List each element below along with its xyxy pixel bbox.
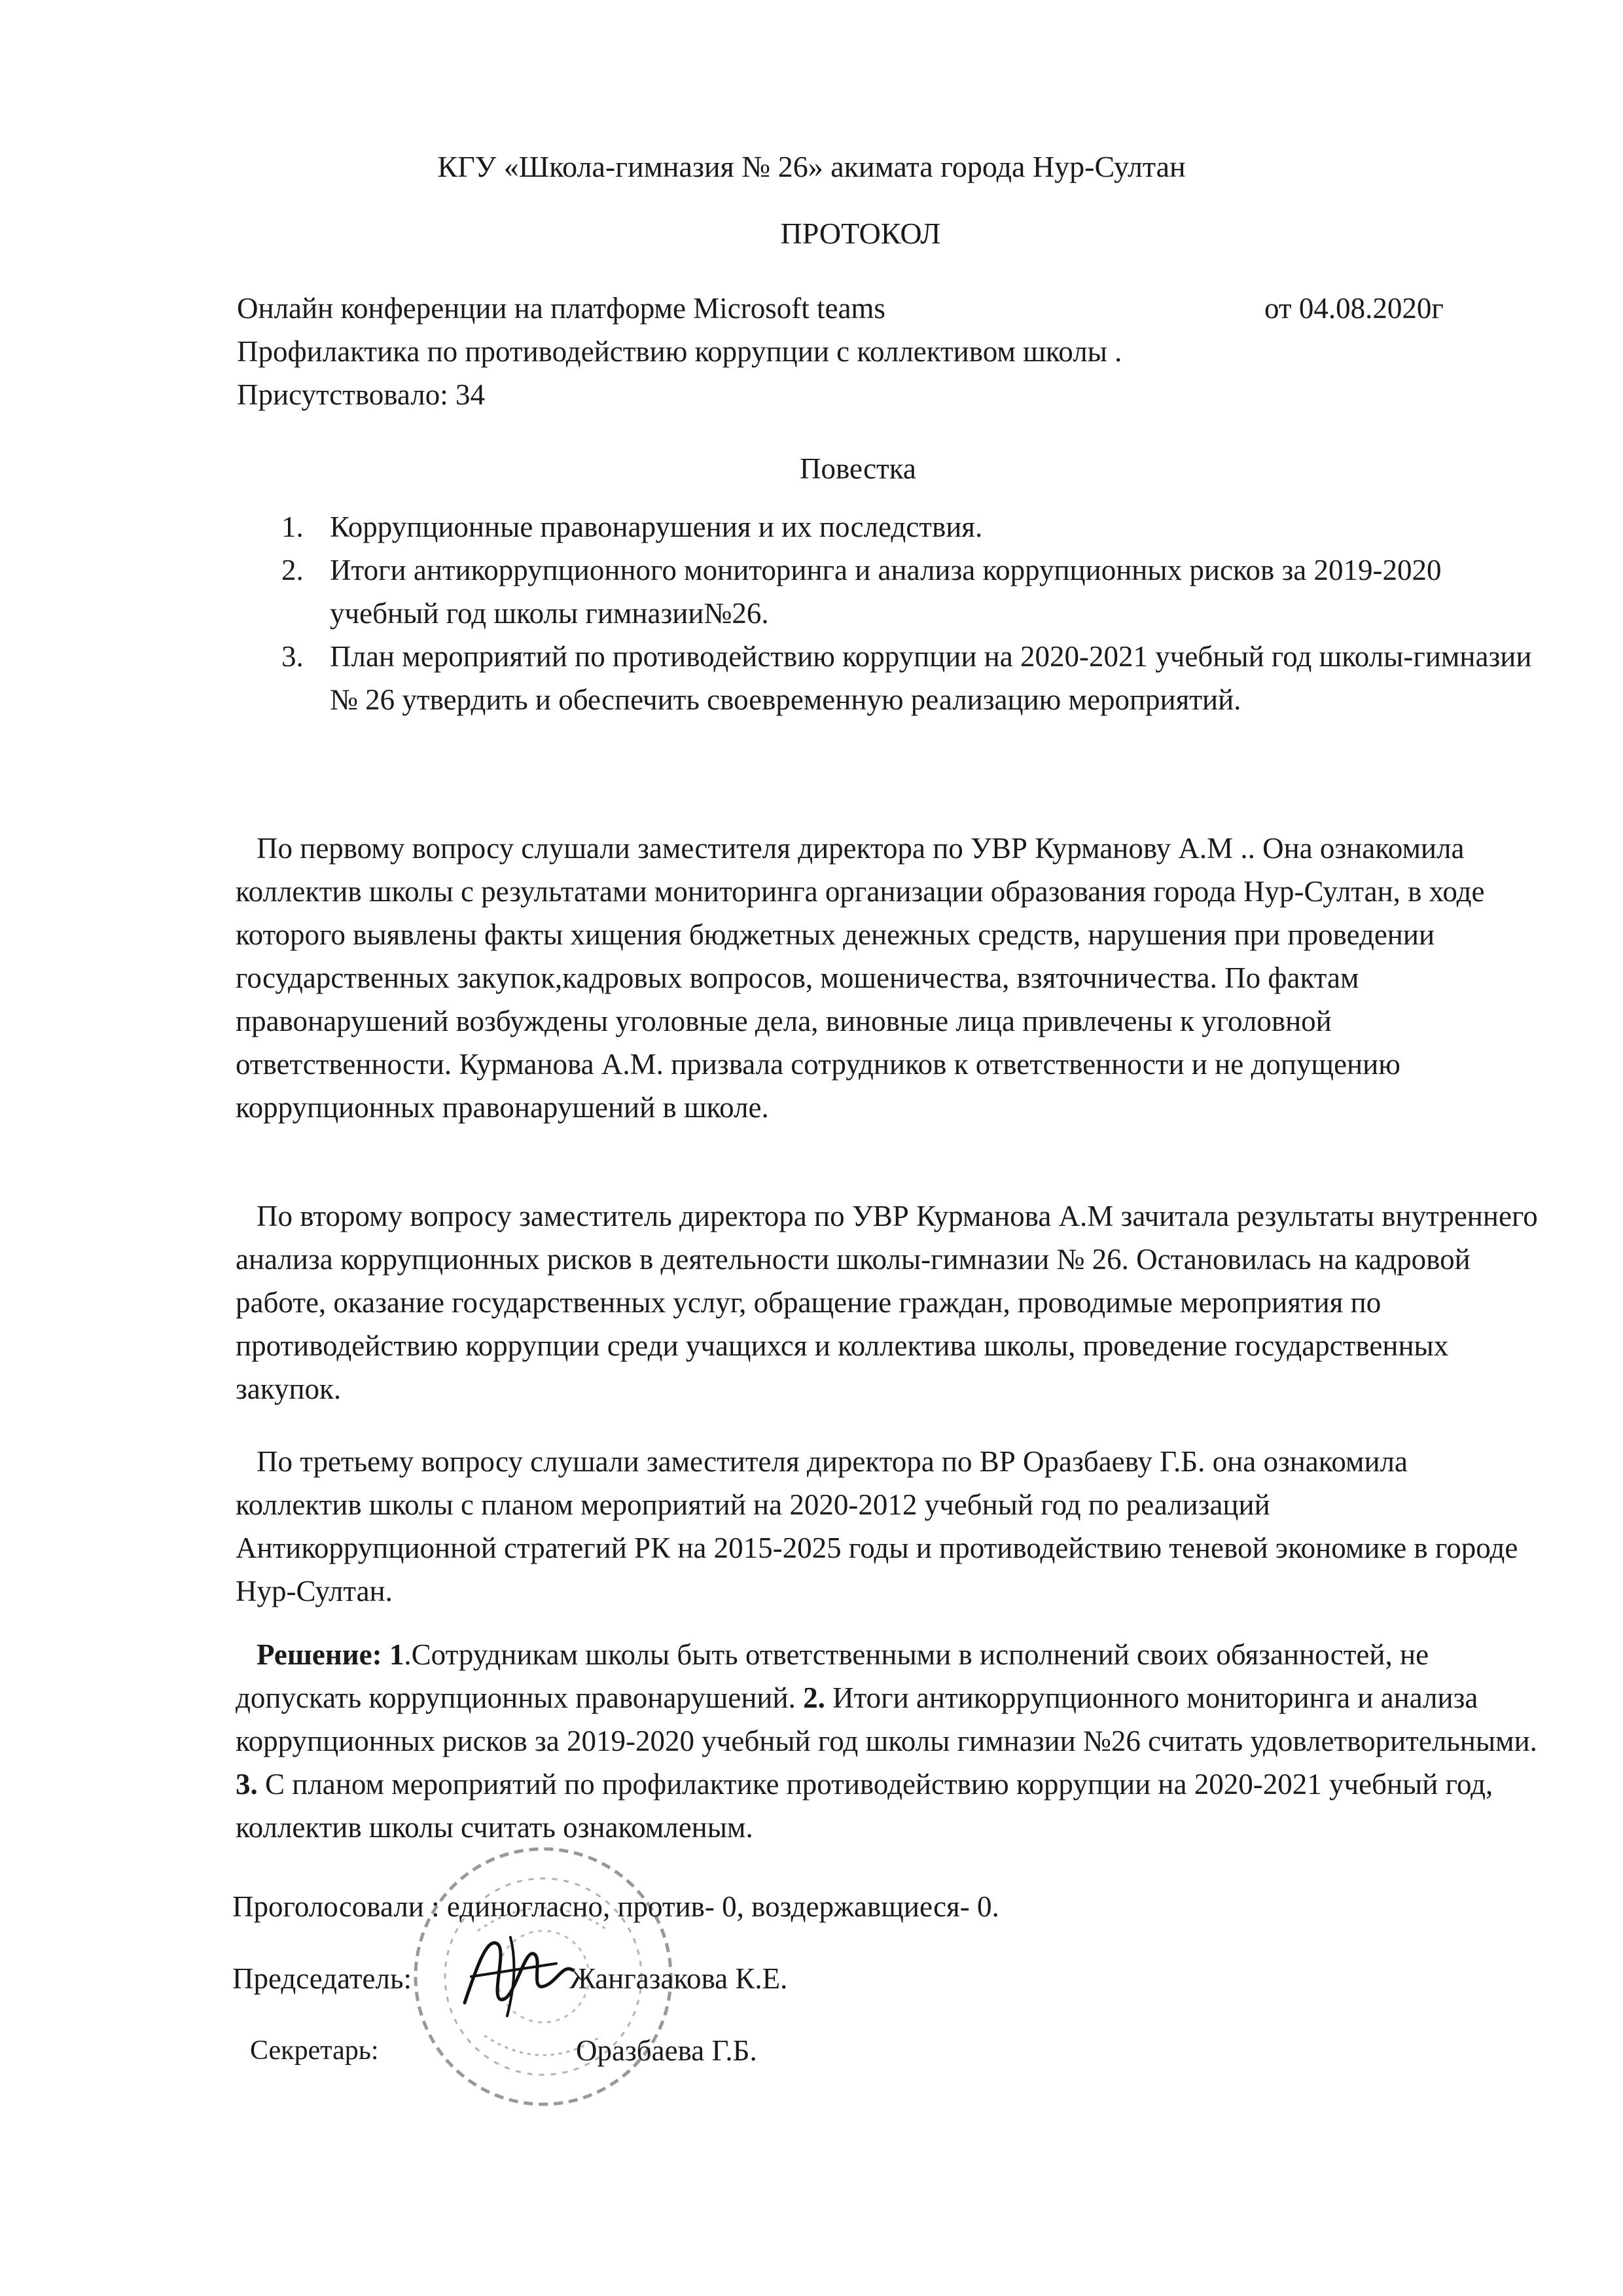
agenda-item-number: 3.	[281, 640, 304, 673]
agenda-item-text: План мероприятий по противодействию коррупции на 2020-2021 учебный год школы-гимназии № 26 утвердить и обеспечить своевременную реализацию мероприятий.	[330, 640, 1532, 716]
meeting-platform: Онлайн конференции на платформе Microsoft teams	[237, 292, 885, 325]
decision-text-1: .Сотрудникам школы быть ответственными в исполнений своих обязанностей, не допускать коррупционных правонарушений.	[236, 1638, 1429, 1714]
agenda-item	[275, 548, 1544, 635]
meeting-attendance: Присутствовало: 34	[237, 378, 485, 411]
meeting-info	[237, 287, 1122, 416]
organization-heading: КГУ «Школа-гимназия № 26» акимата города Нур-Султан	[437, 150, 1186, 183]
first-question-paragraph: По первому вопросу слушали заместителя директора по УВР Курманову А.М .. Она ознакомила коллектив школы с результатами мониторинга организации образования города Нур-Султан, в ходе которого выявлены факты хищения бюджетных денежных средств, нарушения при проведении государственных закупок,кадровых вопросов, мошеничества, взяточничества. По фактам правонарушений возбуждены уголовные дела, виновные лица привлечены к уголовной ответственности. Курманова А.М. призвала сотрудников к ответственности и не допущению коррупционных правонарушений в школе.	[236, 832, 1485, 1124]
agenda-title: Повестка	[800, 452, 916, 485]
decision-number-3: 3.	[236, 1768, 258, 1801]
agenda-item-number: 1.	[281, 511, 304, 543]
chairman-label: Председатель:	[232, 1962, 412, 1995]
agenda-item	[275, 635, 1544, 721]
decision-number-2: 2.	[803, 1681, 825, 1714]
agenda-item-number: 2.	[281, 554, 304, 586]
agenda-list	[275, 505, 1544, 721]
agenda-item	[275, 505, 1544, 548]
decision-label: Решение:	[257, 1638, 382, 1671]
chairman-name: Жангазакова К.Е.	[569, 1962, 788, 1995]
decision-paragraph	[236, 1633, 1538, 1849]
decision-number-1: 1	[389, 1638, 404, 1671]
agenda-item-text: Итоги антикоррупционного мониторинга и анализа коррупционных рисков за 2019-2020 учебный год школы гимназии№26.	[330, 554, 1442, 630]
meeting-topic: Профилактика по противодействию коррупции с коллективом школы .	[237, 335, 1122, 368]
decision-text-2: Итоги антикоррупционного мониторинга и анализа коррупционных рисков за 2019-2020 учебный год школы гимназии №26 считать удовлетворительными.	[236, 1681, 1537, 1757]
meeting-date: от 04.08.2020г	[1264, 292, 1444, 325]
decision-text-3: С планом мероприятий по профилактике противодействию коррупции на 2020-2021 учебный год, коллектив школы считать ознакомленым.	[236, 1768, 1493, 1844]
secretary-label: Секретарь:	[250, 2036, 379, 2066]
secretary-name: Оразбаева Г.Б.	[576, 2034, 757, 2067]
third-question-paragraph: По третьему вопросу слушали заместителя директора по ВР Оразбаеву Г.Б. она ознакомила коллектив школы с планом мероприятий на 2020-2012 учебный год по реализаций Антикоррупционной стратегий РК на 2015-2025 годы и противодействию теневой экономике в городе Нур-Султан.	[236, 1445, 1518, 1607]
agenda-item-text: Коррупционные правонарушения и их последствия.	[330, 511, 983, 543]
chairman-signature	[452, 1924, 582, 2022]
document-title: ПРОТОКОЛ	[780, 217, 941, 250]
second-question-paragraph: По второму вопросу заместитель директора по УВР Курманова А.М зачитала результаты внутреннего анализа коррупционных рисков в деятельности школы-гимназии № 26. Остановилась на кадровой работе, оказание государственных услуг, обращение граждан, проводимые мероприятия по противодействию коррупции среди учащихся и коллектива школы, проведение государственных закупок.	[236, 1200, 1538, 1405]
vote-result: Проголосовали : единогласно, против- 0, воздержавщиеся- 0.	[232, 1890, 999, 1923]
